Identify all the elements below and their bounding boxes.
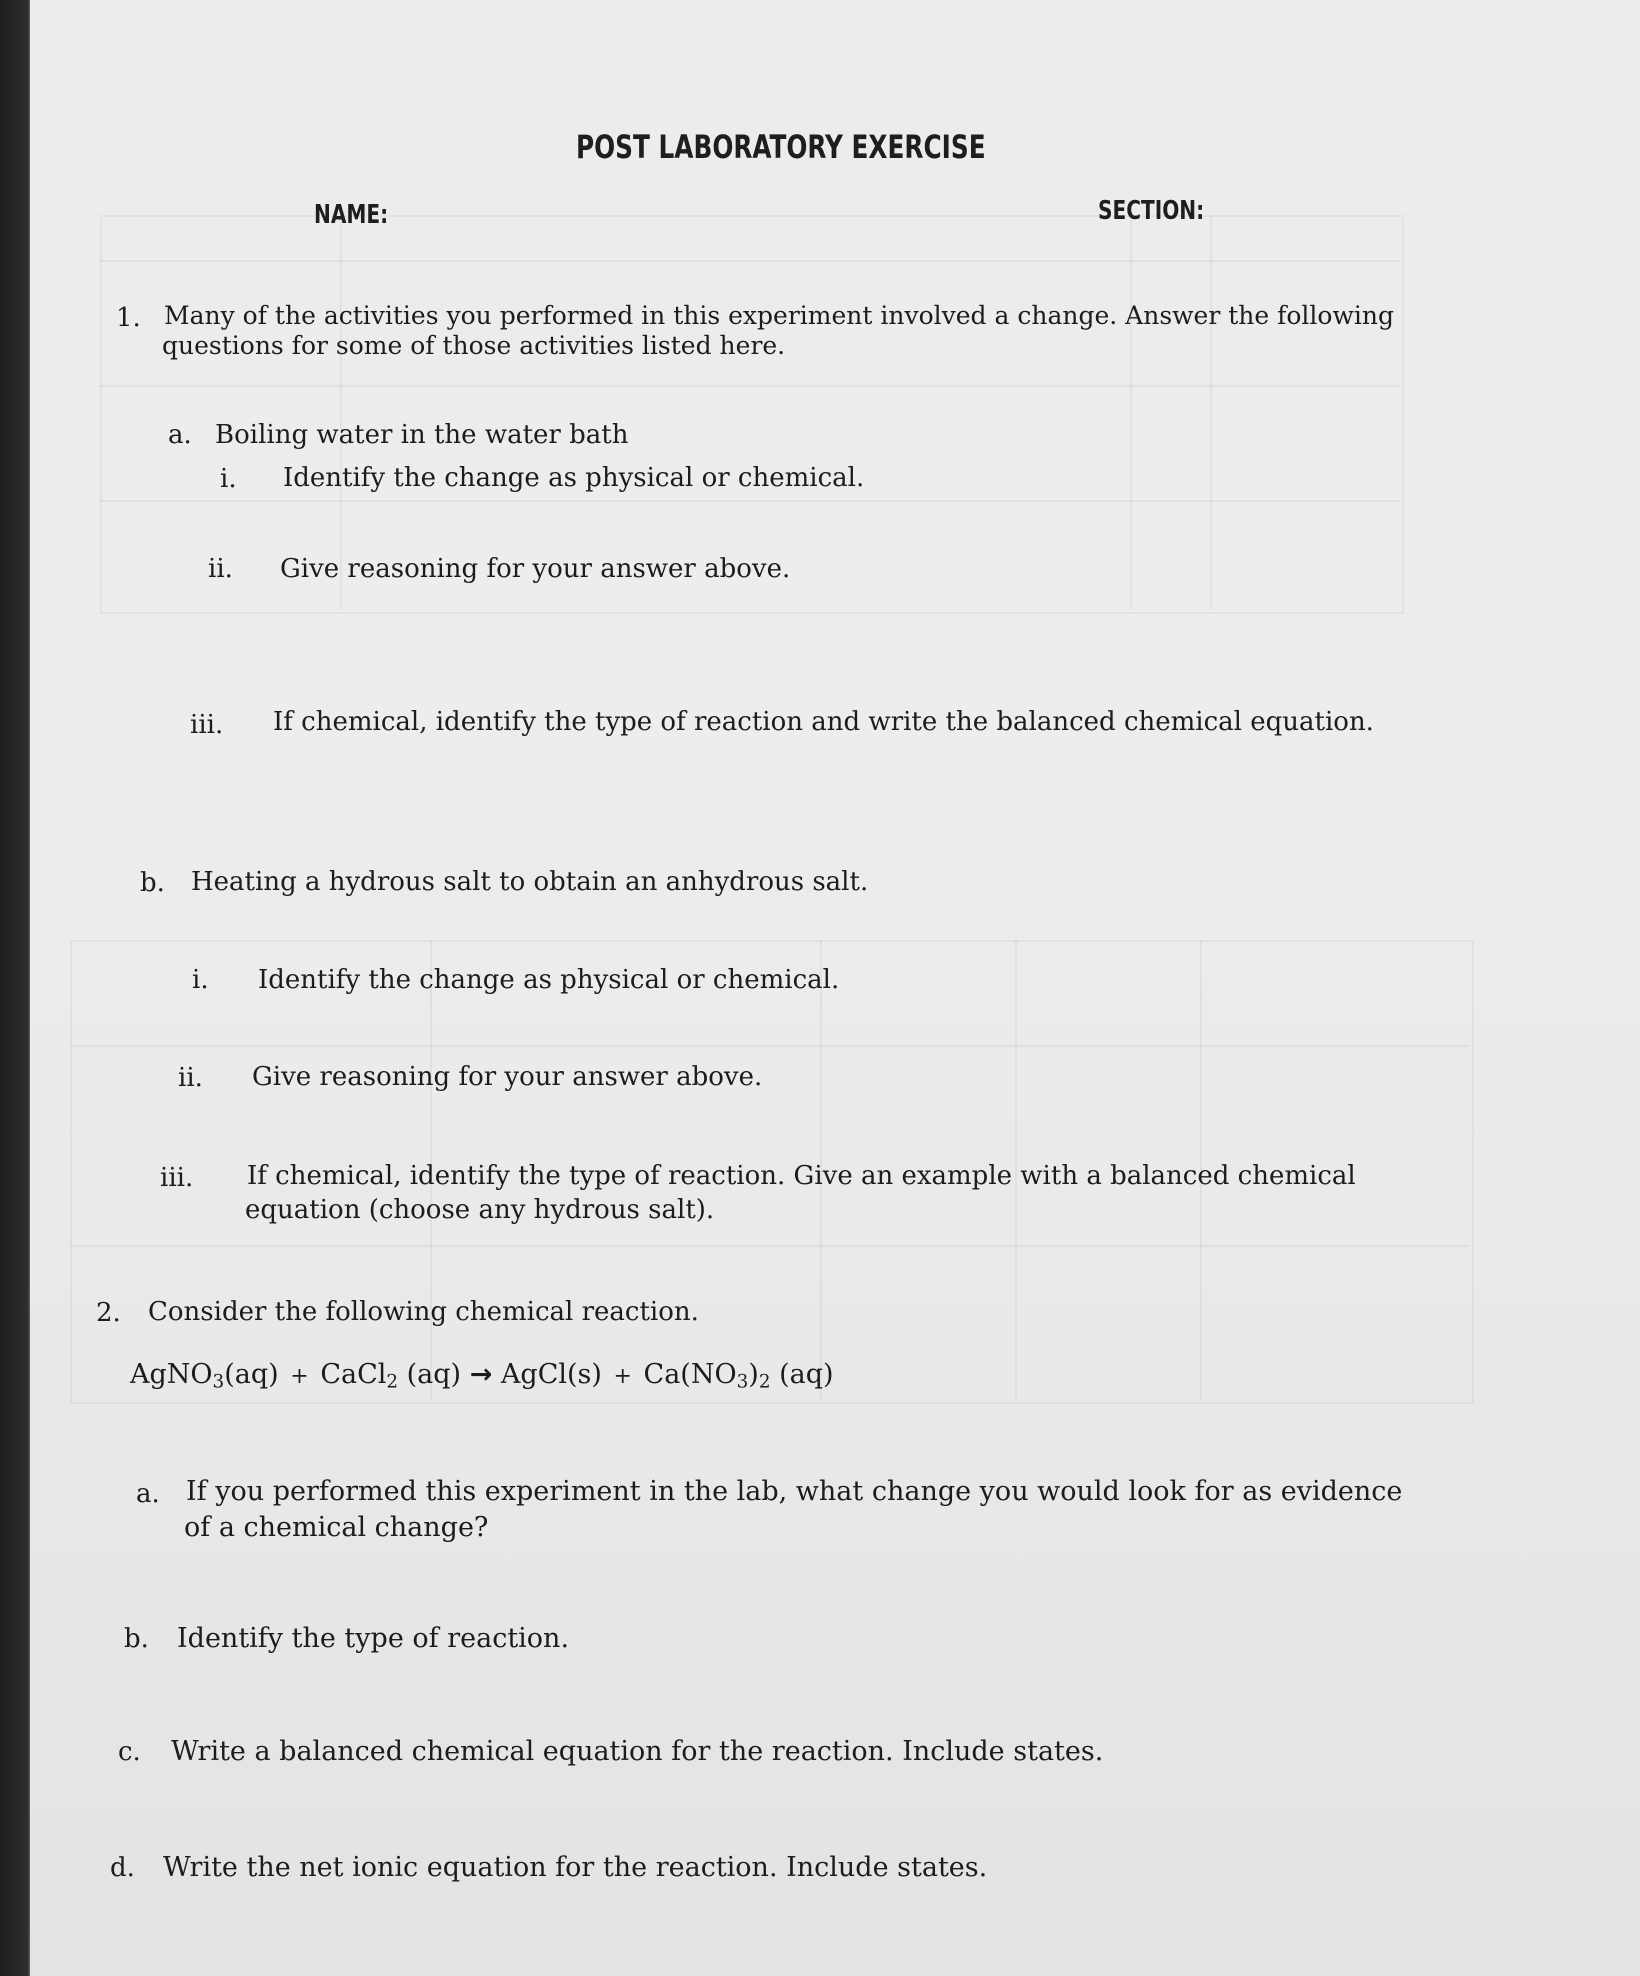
q1a-i-text: Identify the change as physical or chemical. (283, 463, 865, 493)
q2d-letter: d. (110, 1853, 135, 1883)
product-1: AgCl(s) (500, 1359, 602, 1390)
product-2-subscript-1: 3 (736, 1371, 749, 1393)
q1b-ii-text: Give reasoning for your answer above. (252, 1062, 763, 1092)
q2d-text: Write the net ionic equation for the reaction. Include states. (163, 1852, 988, 1883)
question-2-number: 2. (96, 1298, 121, 1328)
question-1-text-line-1: Many of the activities you performed in this experiment involved a change. Answer the following (164, 301, 1394, 330)
reactant-1: AgNO (130, 1359, 213, 1390)
reaction-equation (130, 1358, 834, 1393)
bleed-through-line (100, 260, 1400, 262)
q1a-iii-text: If chemical, identify the type of reaction and write the balanced chemical equation. (273, 707, 1374, 737)
bleed-through-line (1130, 215, 1132, 610)
reactant-1-subscript: 3 (212, 1371, 225, 1393)
worksheet-paper (30, 0, 1640, 1976)
q1b-letter: b. (140, 868, 165, 898)
q2c-letter: c. (118, 1737, 141, 1767)
reactant-1-state: (aq) (224, 1359, 279, 1390)
reactant-2: CaCl (320, 1359, 387, 1390)
bleed-through-line (340, 215, 342, 610)
q1a-ii-text: Give reasoning for your answer above. (280, 554, 791, 584)
question-2-text: Consider the following chemical reaction. (148, 1297, 699, 1327)
q1a-iii-number: iii. (190, 710, 224, 740)
reactant-2-subscript: 2 (386, 1371, 399, 1393)
q2a-text-line-1: If you performed this experiment in the lab, what change you would look for as evidence (186, 1476, 1403, 1507)
bleed-through-line (100, 385, 1400, 387)
arrow-icon: → (469, 1359, 493, 1390)
q1a-i-number: i. (220, 464, 237, 494)
plus-sign: + (290, 1364, 309, 1389)
q2b-letter: b. (124, 1624, 149, 1654)
question-1-number: 1. (116, 303, 141, 333)
plus-sign: + (613, 1364, 632, 1389)
q2a-letter: a. (136, 1479, 160, 1509)
q2b-text: Identify the type of reaction. (177, 1623, 570, 1654)
reactant-2-state: (aq) (398, 1359, 462, 1390)
q1a-ii-number: ii. (208, 554, 233, 584)
q1a-text: Boiling water in the water bath (215, 420, 629, 450)
q1b-iii-number: iii. (160, 1163, 194, 1193)
bleed-through-line (70, 1045, 1470, 1047)
bleed-through-line (70, 1245, 1470, 1247)
product-2-subscript-2: 2 (758, 1371, 771, 1393)
name-label: NAME: (314, 200, 389, 230)
q2a-text-line-2: of a chemical change? (184, 1512, 489, 1543)
q1b-text: Heating a hydrous salt to obtain an anhydrous salt. (191, 867, 869, 897)
product-2-state: (aq) (770, 1359, 834, 1390)
bleed-through-line (100, 500, 1400, 502)
q1b-i-number: i. (192, 965, 209, 995)
bleed-through-line (1210, 215, 1212, 610)
q1b-iii-text-line-1: If chemical, identify the type of reaction. Give an example with a balanced chemical (247, 1161, 1356, 1191)
q1b-ii-number: ii. (178, 1063, 203, 1093)
q1a-letter: a. (168, 420, 192, 450)
product-2-close: ) (748, 1359, 759, 1390)
page-title: POST LABORATORY EXERCISE (576, 128, 986, 166)
product-2: Ca(NO (643, 1359, 737, 1390)
q1b-i-text: Identify the change as physical or chemical. (258, 965, 840, 995)
q1b-iii-text-line-2: equation (choose any hydrous salt). (245, 1195, 715, 1225)
q2c-text: Write a balanced chemical equation for the reaction. Include states. (171, 1736, 1104, 1767)
question-1-text-line-2: questions for some of those activities listed here. (162, 331, 786, 360)
section-label: SECTION: (1098, 196, 1205, 226)
